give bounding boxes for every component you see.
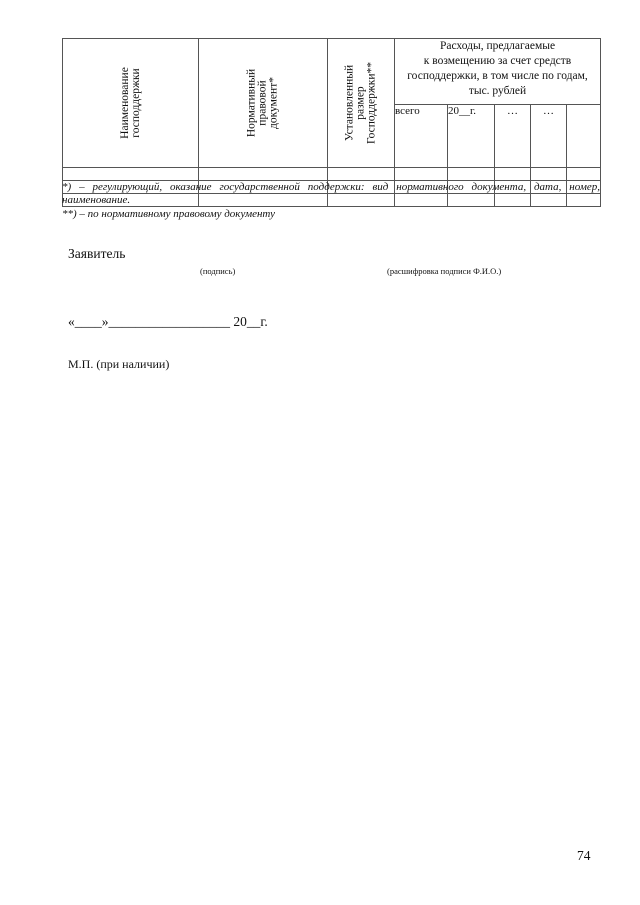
signature-decoding-caption: (расшифровка подписи Ф.И.О.) [387, 266, 502, 276]
header-established-amount: Установленный размер Господдержки** [328, 39, 395, 168]
subheader-total: всего [395, 104, 448, 168]
page-number: 74 [577, 848, 591, 863]
footnote-normative: **) – по нормативному правовому документу [62, 208, 275, 220]
date-line: «____»__________________ 20__г. [68, 314, 268, 329]
header-support-name: Наименование господдержки [63, 39, 199, 168]
footnote-regulating: *) – регулирующий, оказание государственной поддержки: вид нормативного документа, дата, номер, наименование. [62, 181, 600, 206]
applicant-label: Заявитель [68, 246, 126, 261]
table-cell [495, 168, 531, 181]
header-normative-document: Нормативный правовой документ* [199, 39, 328, 168]
table-cell [328, 168, 395, 181]
table-cell [395, 168, 448, 181]
table-row [63, 168, 601, 181]
subheader-year: 20__г. [448, 104, 495, 168]
table-cell [531, 168, 567, 181]
table-cell [63, 168, 199, 181]
table-cell [448, 168, 495, 181]
stamp-label: М.П. (при наличии) [68, 357, 170, 371]
subheader-blank [567, 104, 601, 168]
signature-caption: (подпись) [200, 266, 236, 276]
header-expenses: Расходы, предлагаемые к возмещению за счет средств господдержки, в том числе по годам, тыс. рублей [395, 39, 601, 105]
table-header-row [63, 39, 601, 105]
subheader-more-1: … [495, 104, 531, 168]
table-cell [199, 168, 328, 181]
subheader-more-2: … [531, 104, 567, 168]
table-cell [567, 168, 601, 181]
